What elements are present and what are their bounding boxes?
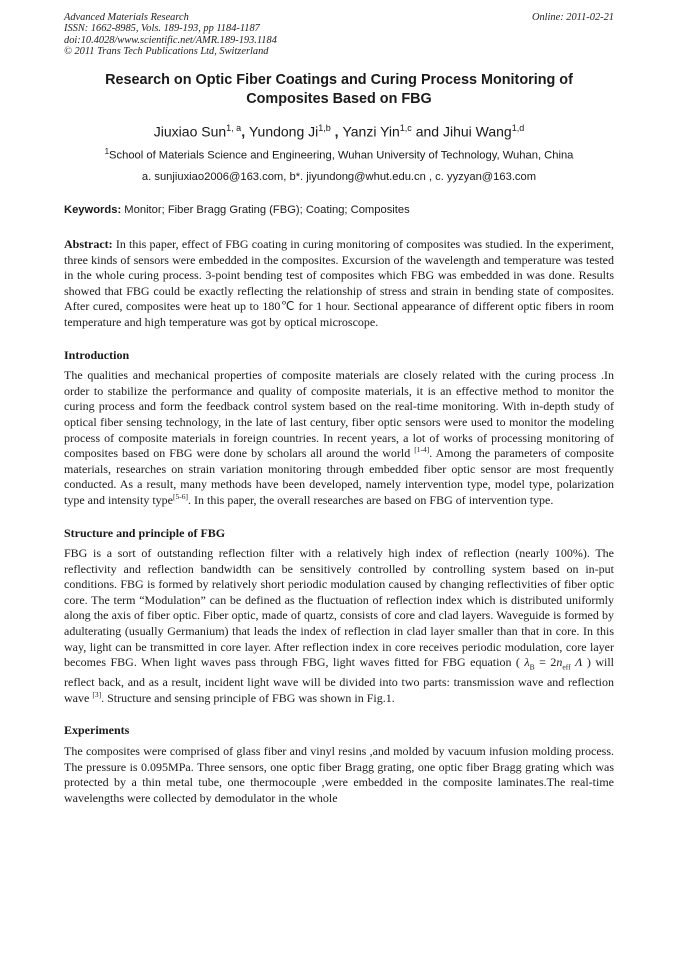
structure-paragraph <box>64 546 614 706</box>
author-affiliation-mark: 1,d <box>511 122 525 133</box>
keywords-label: Keywords: <box>64 204 122 217</box>
journal-header <box>64 12 614 58</box>
equation-lambda-period: Λ <box>570 655 583 670</box>
experiments-paragraph: The composites were comprised of glass fiber and vinyl resins ,and molded by vacuum infusion molding process. The pressure is 0.095MPa. Three sensors, one optic fiber Bragg grating, one optic fiber Bragg grating which was protected by a thin metal tube, one thermocouple ,were embedded in the composite laminates.The real-time wavelengths were collected by demodulator in the whole <box>64 744 614 805</box>
equation-subscript: B <box>529 662 535 672</box>
keywords <box>64 203 614 218</box>
copyright-line: © 2011 Trans Tech Publications Ltd, Switzerland <box>64 46 269 58</box>
fbg-equation <box>524 655 583 672</box>
citation-ref: [3] <box>92 689 102 699</box>
author-emails: a. sunjiuxiao2006@163.com, b*. jiyundong@whut.edu.cn , c. yyzyan@163.com <box>141 171 537 184</box>
equation-lambda: λ <box>524 655 530 670</box>
citation-ref: [5-6] <box>172 491 188 501</box>
author-separator: , <box>241 123 249 140</box>
affiliation-text: School of Materials Science and Engineering, Wuhan University of Technology, Wuhan, China <box>109 150 574 163</box>
paragraph-text: ) will reflect back, and as a result, incident light wave will be divided into two parts: transmission wave and reflection wave <box>64 655 614 705</box>
paragraph-text: . Structure and sensing principle of FBG was shown in Fig.1. <box>101 690 395 705</box>
author-separator: , <box>330 123 343 140</box>
abstract <box>64 237 614 331</box>
author-affiliation-mark: 1,b <box>318 122 331 133</box>
paragraph-text: . Among the parameters of composite materials, researches on strain variation monitoring through embedded fiber optic sensor are most frequently conducted. As a result, many methods have been developed, namely intervention type, model type, polarization type and intensity type <box>64 446 614 507</box>
issn-line: ISSN: 1662-8985, Vols. 189-193, pp 1184-1187 <box>64 23 260 35</box>
journal-name: Advanced Materials Research <box>64 12 189 23</box>
abstract-label: Abstract: <box>64 237 113 252</box>
equation-subscript: eff <box>562 662 571 672</box>
affiliation <box>64 144 614 164</box>
experiments-heading: Experiments <box>64 723 130 738</box>
affiliation-mark: 1 <box>104 147 110 157</box>
introduction-heading: Introduction <box>64 347 130 362</box>
author-list <box>64 119 614 141</box>
keywords-text: Monitor; Fiber Bragg Grating (FBG); Coating; Composites <box>121 204 410 217</box>
structure-heading: Structure and principle of FBG <box>64 525 226 540</box>
online-date: Online: 2011-02-21 <box>531 12 614 23</box>
paper-page <box>64 12 614 806</box>
paragraph-text: . In this paper, the overall researches are based on FBG of intervention type. <box>187 492 554 507</box>
author-separator: and <box>411 123 443 140</box>
author-name: Jihui Wang <box>442 123 512 140</box>
paragraph-text: FBG is a sort of outstanding reflection filter with a relatively high index of reflection (nearly 100%). The reflectivity and reflection bandwidth can be sensitively controlled by controlling system based on in-put conditions. FBG is formed by relatively short periodic modulation caused by changing reflectivities of fiber optic core. The term “Modulation” can be defined as the fluctuation of reflection index which is distributed uniformly along the axis of fiber optic. Fiber optic, made of quartz, consists of core and clad layers. Waveguide is formed by adulterating (usually Germanium) that leads the index of reflection in clad layer smaller than that in core. In this way, light can be transmitted in core layer. After reflection index in core receives periodic modulation, core layer becomes FBG. When light waves pass through FBG, light waves fitted for FBG equation ( <box>64 546 614 670</box>
author-affiliation-mark: 1, a <box>226 122 242 133</box>
citation-ref: [1-4] <box>414 445 430 455</box>
equation-equals: = 2 <box>534 655 557 670</box>
author-name: Yanzi Yin <box>342 123 400 140</box>
author-name: Jiuxiao Sun <box>153 123 227 140</box>
introduction-paragraph <box>64 368 614 508</box>
author-name: Yundong Ji <box>248 123 319 140</box>
author-affiliation-mark: 1,c <box>399 122 412 133</box>
equation-n: n <box>556 655 563 670</box>
paper-title: Research on Optic Fiber Coatings and Curing Process Monitoring of Composites Based on FBG <box>105 71 573 107</box>
abstract-text: In this paper, effect of FBG coating in curing monitoring of composites was studied. In the experiment, three kinds of sensors were embedded in the composites. Excursion of the wavelength and temperature was tested in the whole curing process. 3-point bending test of composites which FBG was embedded in was done. Results showed that FBG could be exactly reflecting the relationship of stress and strain in bending state of composites. After cured, composites were heat up to 180℃ for 1 hour. Sectional appearance of different optic fibers in room temperature and high temperature was got by optical microscope. <box>64 237 614 329</box>
paragraph-text: The qualities and mechanical properties of composite materials are closely related with the curing process .In order to stabilize the performance and quality of composite materials, it is an effective method to monitor the curing process and form the feedback control system based on the real-time monitoring. With in-depth study of optical fiber sensing technology, in the late of last century, fiber optic sensors were used to monitor the modeling process of composite materials in foreign countries. In recent years, a lot of works of processing monitoring of composites based on FBG were done by scholars all around the world <box>64 368 614 461</box>
doi-line: doi:10.4028/www.scientific.net/AMR.189-193.1184 <box>64 34 277 46</box>
